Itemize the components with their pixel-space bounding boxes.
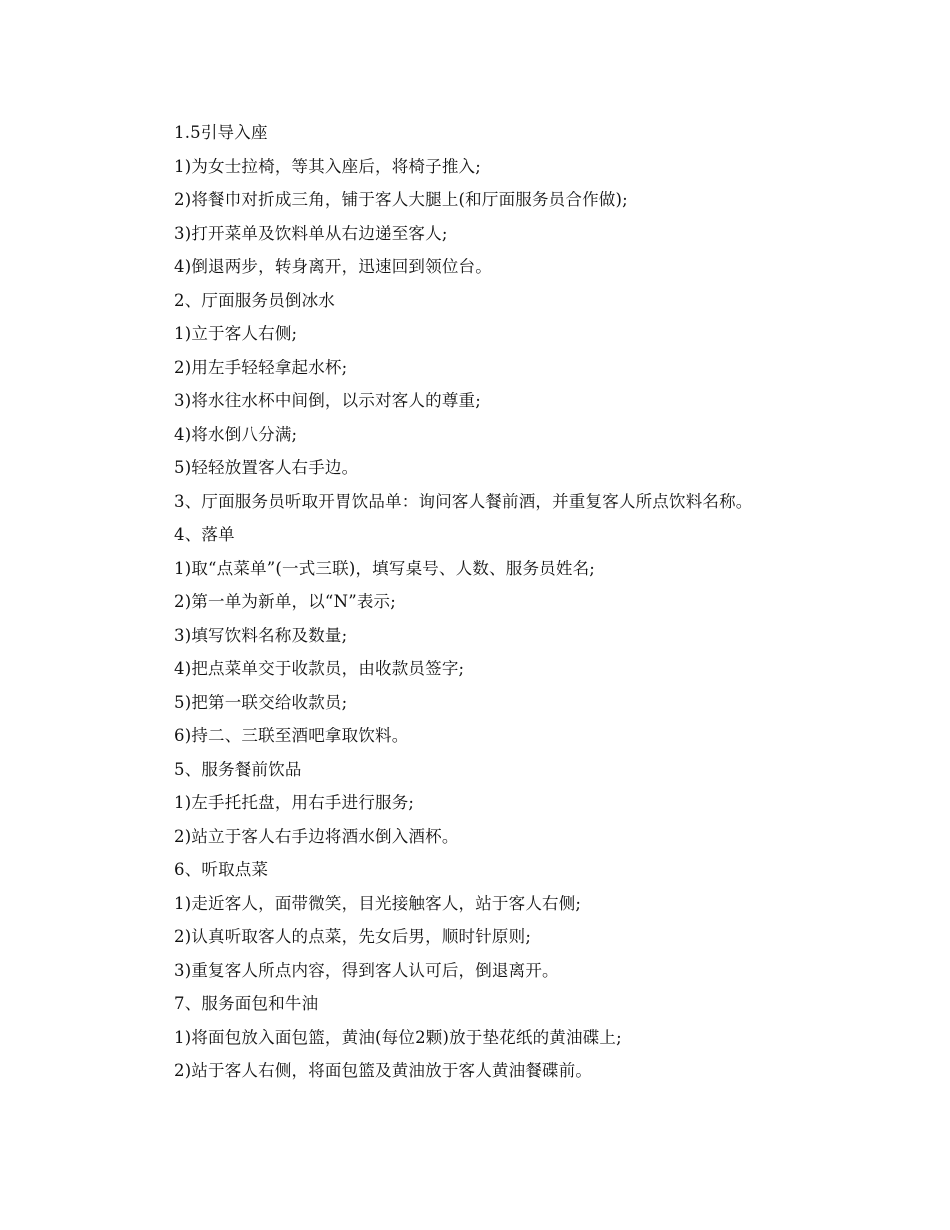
section-heading: 4、落单	[174, 525, 235, 544]
list-item: 1)走近客人，面带微笑，目光接触客人，站于客人右侧;	[174, 893, 582, 913]
list-item: 4)倒退两步，转身离开，迅速回到领位台。	[174, 257, 492, 276]
section-heading: 1.5引导入座	[174, 123, 268, 142]
document-body	[174, 116, 914, 1088]
section-heading: 5、服务餐前饮品	[174, 759, 302, 779]
list-item: 1)左手托托盘，用右手进行服务;	[174, 793, 415, 812]
list-item: 1)取“点菜单”(一式三联)，填写桌号、人数、服务员姓名;	[174, 558, 596, 578]
list-item: 5)轻轻放置客人右手边。	[174, 458, 359, 477]
section-heading: 3、厅面服务员听取开胃饮品单：询问客人餐前酒，并重复客人所点饮料名称。	[174, 491, 753, 511]
list-item: 4)把点菜单交于收款员，由收款员签字;	[174, 659, 465, 678]
list-item: 2)第一单为新单，以“N”表示;	[174, 592, 397, 611]
list-item: 1)立于客人右侧;	[174, 324, 298, 343]
list-item: 3)填写饮料名称及数量;	[174, 625, 348, 645]
list-item: 2)站于客人右侧，将面包篮及黄油放于客人黄油餐碟前。	[174, 1061, 593, 1080]
list-item: 2)将餐巾对折成三角，铺于客人大腿上(和厅面服务员合作做);	[174, 190, 628, 209]
list-item: 4)将水倒八分满;	[174, 424, 298, 444]
list-item: 2)认真听取客人的点菜，先女后男，顺时针原则;	[174, 927, 532, 946]
section-heading: 2、厅面服务员倒冰水	[174, 290, 335, 310]
list-item: 3)重复客人所点内容，得到客人认可后，倒退离开。	[174, 960, 559, 980]
list-item: 5)把第一联交给收款员;	[174, 692, 348, 712]
list-item: 2)站立于客人右手边将酒水倒入酒杯。	[174, 826, 459, 846]
list-item: 3)打开菜单及饮料单从右边递至客人;	[174, 223, 448, 243]
section-heading: 7、服务面包和牛油	[174, 994, 319, 1013]
list-item: 1)将面包放入面包篮，黄油(每位2颗)放于垫花纸的黄油碟上;	[174, 1027, 622, 1047]
list-item: 2)用左手轻轻拿起水杯;	[174, 357, 348, 377]
section-heading: 6、听取点菜	[174, 860, 269, 879]
list-item: 3)将水往水杯中间倒，以示对客人的尊重;	[174, 391, 481, 410]
list-item: 6)持二、三联至酒吧拿取饮料。	[174, 726, 409, 745]
list-item: 1)为女士拉椅，等其入座后，将椅子推入;	[174, 156, 481, 176]
